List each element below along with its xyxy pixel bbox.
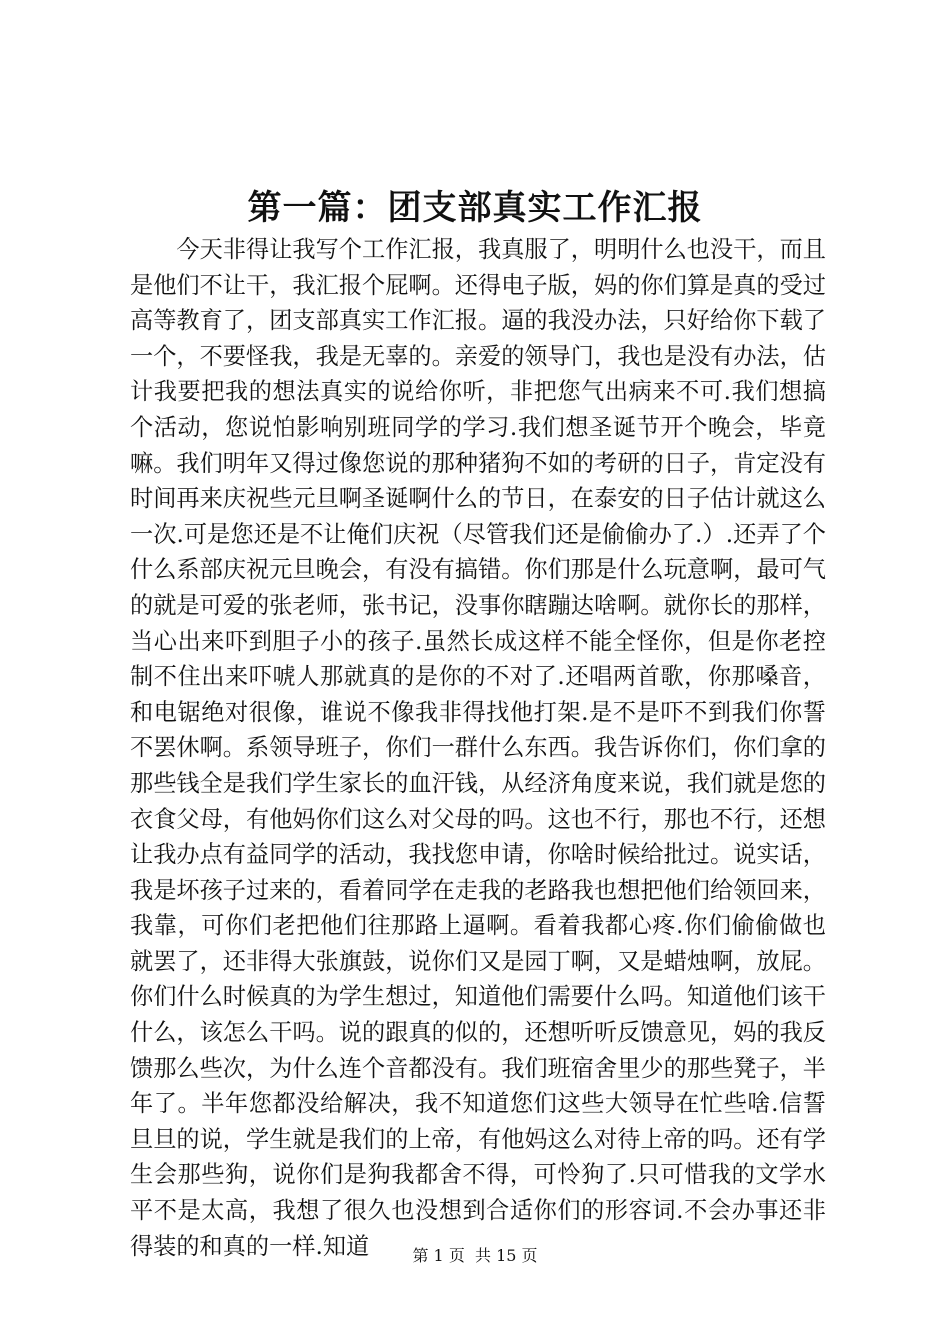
document-body: 今天非得让我写个工作汇报，我真服了，明明什么也没干，而且是他们不让干，我汇报个屁啊。还得电子版，妈的你们算是真的受过高等教育了，团支部真实工作汇报。逼的我没办法，只好给你下载了一个，不要怪我，我是无辜的。亲爱的领导门，我也是没有办法，估计我要把我的想法真实的说给你听，非把您气出病来不可.我们想搞个活动，您说怕影响别班同学的学习.我们想圣诞节开个晚会，毕竟嘛。我们明年又得过像您说的那种猪狗不如的考研的日子，肯定没有时间再来庆祝些元旦啊圣诞啊什么的节日，在泰安的日子估计就这么一次.可是您还是不让俺们庆祝（尽管我们还是偷偷办了.）.还弄了个什么系部庆祝元旦晚会，有没有搞错。你们那是什么玩意啊，最可气的就是可爱的张老师，张书记，没事你瞎蹦达啥啊。就你长的那样，当心出来吓到胆子小的孩子.虽然长成这样不能全怪你，但是你老控制不住出来吓唬人那就真的是你的不对了.还唱两首歌，你那嗓音，和电锯绝对很像，谁说不像我非得找他打架.是不是吓不到我们你誓不罢休啊。系领导班子，你们一群什么东西。我告诉你们，你们拿的那些钱全是我们学生家长的血汗钱，从经济角度来说，我们就是您的衣食父母，有他妈你们这么对父母的吗。这也不行，那也不行，还想让我办点有益同学的活动，我找您申请，你啥时候给批过。说实话，我是坏孩子过来的，看着同学在走我的老路我也想把他们给领回来，我靠，可你们老把他们往那路上逼啊。看着我都心疼.你们偷偷做也就罢了，还非得大张旗鼓，说你们又是园丁啊，又是蜡烛啊，放屁。你们什么时候真的为学生想过，知道他们需要什么吗。知道他们该干什么，该怎么干吗。说的跟真的似的，还想听听反馈意见，妈的我反馈那么些次，为什么连个音都没有。我们班宿舍里少的那些凳子，半年了。半年您都没给解决，我不知道您们这些大领导在忙些啥.信誓旦旦的说，学生就是我们的上帝，有他妈这么对待上帝的吗。还有学生会那些狗，说你们是狗我都舍不得，可怜狗了.只可惜我的文学水平不是太高，我想了很久也没想到合适你们的形容词.不会办事还非得装的和真的一样.知道 bbox=[130, 236, 826, 1260]
page-number: 第 1 页 共 15 页 bbox=[412, 1246, 538, 1265]
document-title: 第一篇：团支部真实工作汇报 bbox=[247, 188, 703, 228]
page-footer bbox=[0, 1245, 950, 1267]
